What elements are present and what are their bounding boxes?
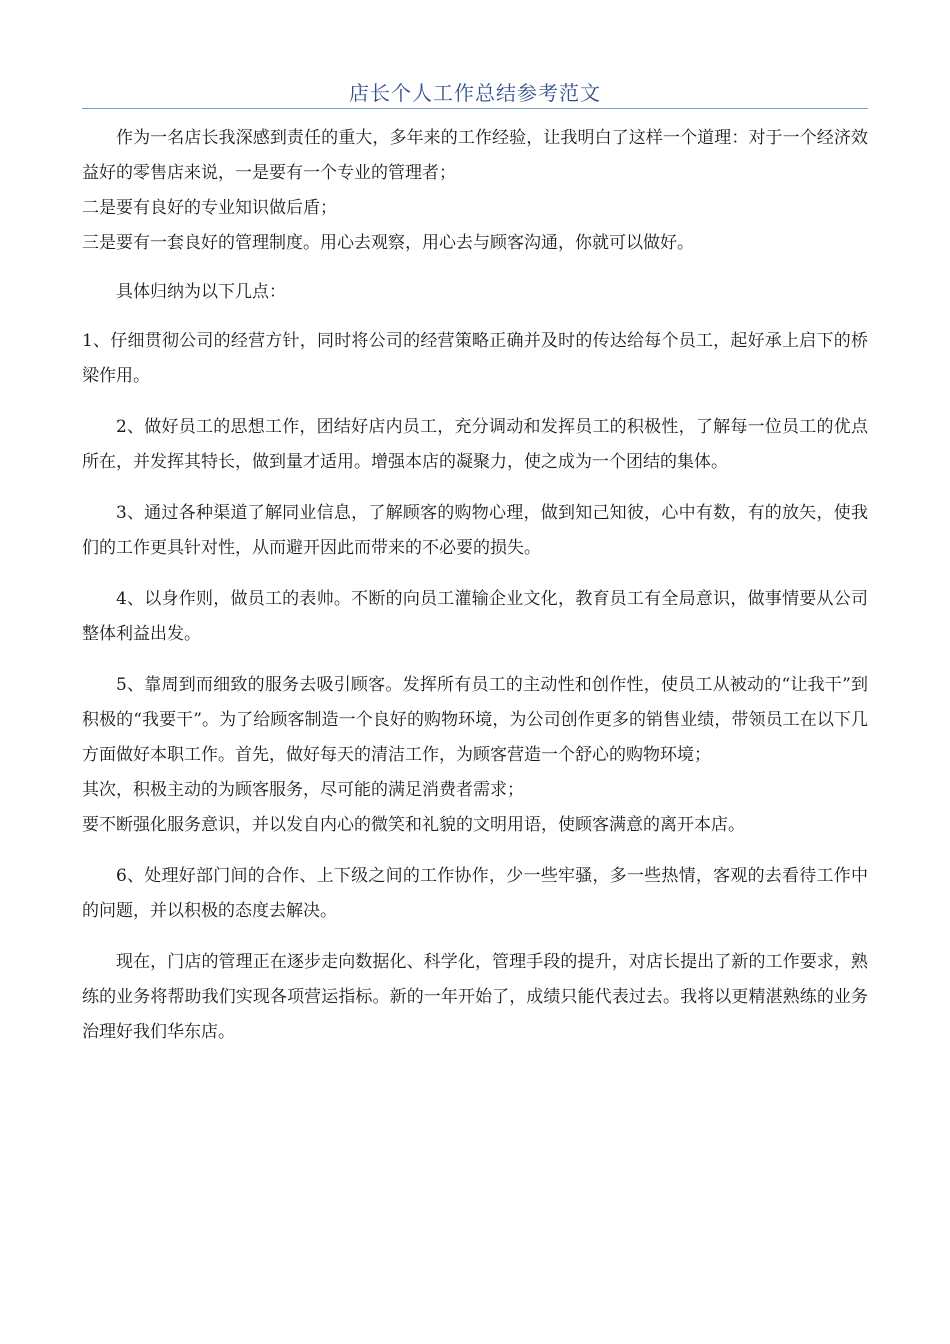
paragraph-summary-lead: 具体归纳为以下几点： [116,282,286,302]
list-item-6: 6、处理好部门间的合作、上下级之间的工作协作，少一些牢骚，多一些热情，客观的去看待工作中的问题，并以积极的态度去解决。 [82,866,868,921]
paragraph-conclusion: 现在，门店的管理正在逐步走向数据化、科学化，管理手段的提升，对店长提出了新的工作要求，熟练的业务将帮助我们实现各项营运指标。新的一年开始了，成绩只能代表过去。我将以更精湛熟练的业务治理好我们华东店。 [82,952,868,1042]
list-item-2: 2、做好员工的思想工作，团结好店内员工，充分调动和发挥员工的积极性，了解每一位员工的优点所在，并发挥其特长，做到量才适用。增强本店的凝聚力，使之成为一个团结的集体。 [82,417,868,472]
paragraph-second-point: 二是要有良好的专业知识做后盾； [82,198,337,218]
list-item-4: 4、以身作则，做员工的表帅。不断的向员工灌输企业文化，教育员工有全局意识，做事情要从公司整体利益出发。 [82,589,868,644]
document-title: 店长个人工作总结参考范文 [349,81,601,105]
list-item-5: 5、靠周到而细致的服务去吸引顾客。发挥所有员工的主动性和创作性，使员工从被动的“让我干”到积极的“我要干”。为了给顾客制造一个良好的购物环境，为公司创作更多的销售业绩，带领员工在以下几方面做好本职工作。首先，做好每天的清洁工作，为顾客营造一个舒心的购物环境； [82,675,868,765]
list-item-3: 3、通过各种渠道了解同业信息，了解顾客的购物心理，做到知己知彼，心中有数，有的放矢，使我们的工作更具针对性，从而避开因此而带来的不必要的损失。 [82,503,868,558]
list-item-5-continued-b: 要不断强化服务意识，并以发自内心的微笑和礼貌的文明用语，使顾客满意的离开本店。 [82,815,745,835]
paragraph-intro: 作为一名店长我深感到责任的重大，多年来的工作经验，让我明白了这样一个道理：对于一个经济效益好的零售店来说，一是要有一个专业的管理者； [82,128,868,183]
list-item-1: 1、仔细贯彻公司的经营方针，同时将公司的经营策略正确并及时的传达给每个员工，起好承上启下的桥梁作用。 [82,331,868,386]
list-item-5-continued-a: 其次，积极主动的为顾客服务，尽可能的满足消费者需求； [82,780,524,800]
document-body [82,121,868,1050]
paragraph-third-point: 三是要有一套良好的管理制度。用心去观察，用心去与顾客沟通，你就可以做好。 [82,233,694,253]
title-divider [82,108,868,109]
